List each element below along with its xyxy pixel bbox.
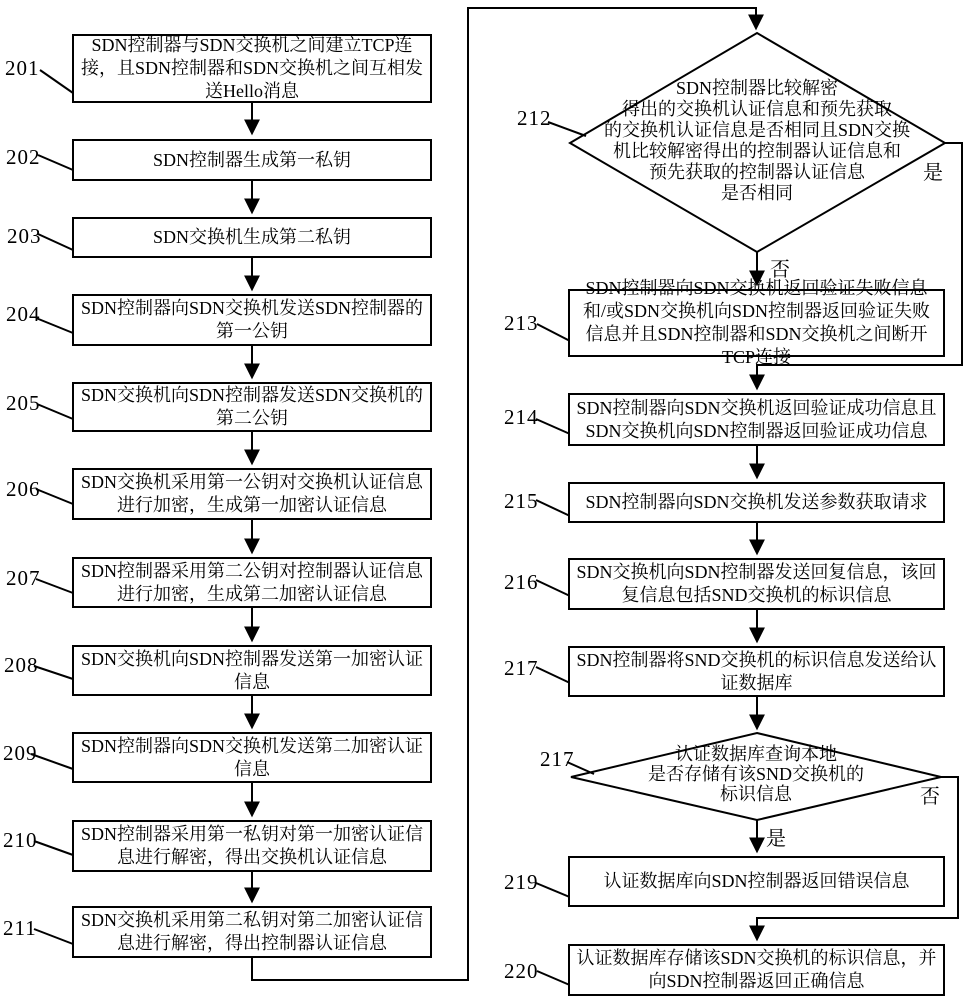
- step-label-201: 201: [5, 56, 40, 80]
- step-label-203: 203: [7, 224, 42, 248]
- step-box-211: SDN交换机采用第二私钥对第二加密认证信息进行解密，得出控制器认证信息: [72, 906, 432, 958]
- step-box-215: SDN控制器向SDN交换机发送参数获取请求: [568, 482, 945, 523]
- step-label-209: 209: [3, 741, 38, 765]
- branch-label-no-212: 否: [770, 259, 790, 281]
- step-box-213: SDN控制器向SDN交换机返回验证失败信息和/或SDN交换机向SDN控制器返回验证失败信息并且SDN控制器和SDN交换机之间断开TCP连接: [568, 289, 945, 357]
- branch-label-no-217: 否: [920, 786, 940, 808]
- step-box-202: SDN控制器生成第一私钥: [72, 139, 432, 181]
- step-label-216: 216: [504, 570, 539, 594]
- step-box-217: SDN控制器将SND交换机的标识信息发送给认证数据库: [568, 646, 945, 697]
- step-label-211: 211: [3, 916, 37, 940]
- step-label-210: 210: [3, 828, 38, 852]
- branch-label-yes-217: 是: [766, 828, 786, 850]
- step-box-209: SDN控制器向SDN交换机发送第二加密认证信息: [72, 732, 432, 783]
- step-box-219: 认证数据库向SDN控制器返回错误信息: [568, 856, 945, 907]
- step-box-201: SDN控制器与SDN交换机之间建立TCP连接，且SDN控制器和SDN交换机之间互相发送Hello消息: [72, 34, 432, 103]
- step-label-204: 204: [6, 302, 41, 326]
- step-label-214: 214: [504, 405, 539, 429]
- step-box-204: SDN控制器向SDN交换机发送SDN控制器的第一公钥: [72, 294, 432, 346]
- step-label-206: 206: [6, 477, 41, 501]
- step-label-213: 213: [504, 311, 539, 335]
- step-label-202: 202: [6, 145, 41, 169]
- step-label-217-decision: 217: [540, 747, 575, 771]
- step-box-208: SDN交换机向SDN控制器发送第一加密认证信息: [72, 645, 432, 696]
- step-label-207: 207: [6, 566, 41, 590]
- step-label-208: 208: [4, 653, 39, 677]
- step-label-220: 220: [504, 959, 539, 983]
- step-label-219: 219: [504, 870, 539, 894]
- step-box-216: SDN交换机向SDN控制器发送回复信息，该回复信息包括SND交换机的标识信息: [568, 558, 945, 610]
- step-label-215: 215: [504, 489, 539, 513]
- step-box-207: SDN控制器采用第二公钥对控制器认证信息进行加密，生成第二加密认证信息: [72, 557, 432, 608]
- decision-212-text: SDN控制器比较解密 得出的交换机认证信息和预先获取 的交换机认证信息是否相同且SDN交换 机比较解密得出的控制器认证信息和 预先获取的控制器认证信息 是否相同: [603, 78, 910, 203]
- step-label-212: 212: [517, 106, 552, 130]
- step-label-217: 217: [504, 656, 539, 680]
- step-box-203: SDN交换机生成第二私钥: [72, 217, 432, 258]
- branch-label-yes-212: 是: [923, 162, 943, 184]
- step-box-210: SDN控制器采用第一私钥对第一加密认证信息进行解密，得出交换机认证信息: [72, 820, 432, 872]
- step-label-205: 205: [6, 391, 41, 415]
- step-box-205: SDN交换机向SDN控制器发送SDN交换机的第二公钥: [72, 382, 432, 432]
- decision-217-text: 认证数据库查询本地 是否存储有该SND交换机的 标识信息: [647, 744, 864, 804]
- step-box-220: 认证数据库存储该SDN交换机的标识信息，并向SDN控制器返回正确信息: [568, 944, 945, 996]
- step-box-206: SDN交换机采用第一公钥对交换机认证信息进行加密，生成第一加密认证信息: [72, 468, 432, 520]
- step-box-214: SDN控制器向SDN交换机返回验证成功信息且SDN交换机向SDN控制器返回验证成功信息: [568, 393, 945, 446]
